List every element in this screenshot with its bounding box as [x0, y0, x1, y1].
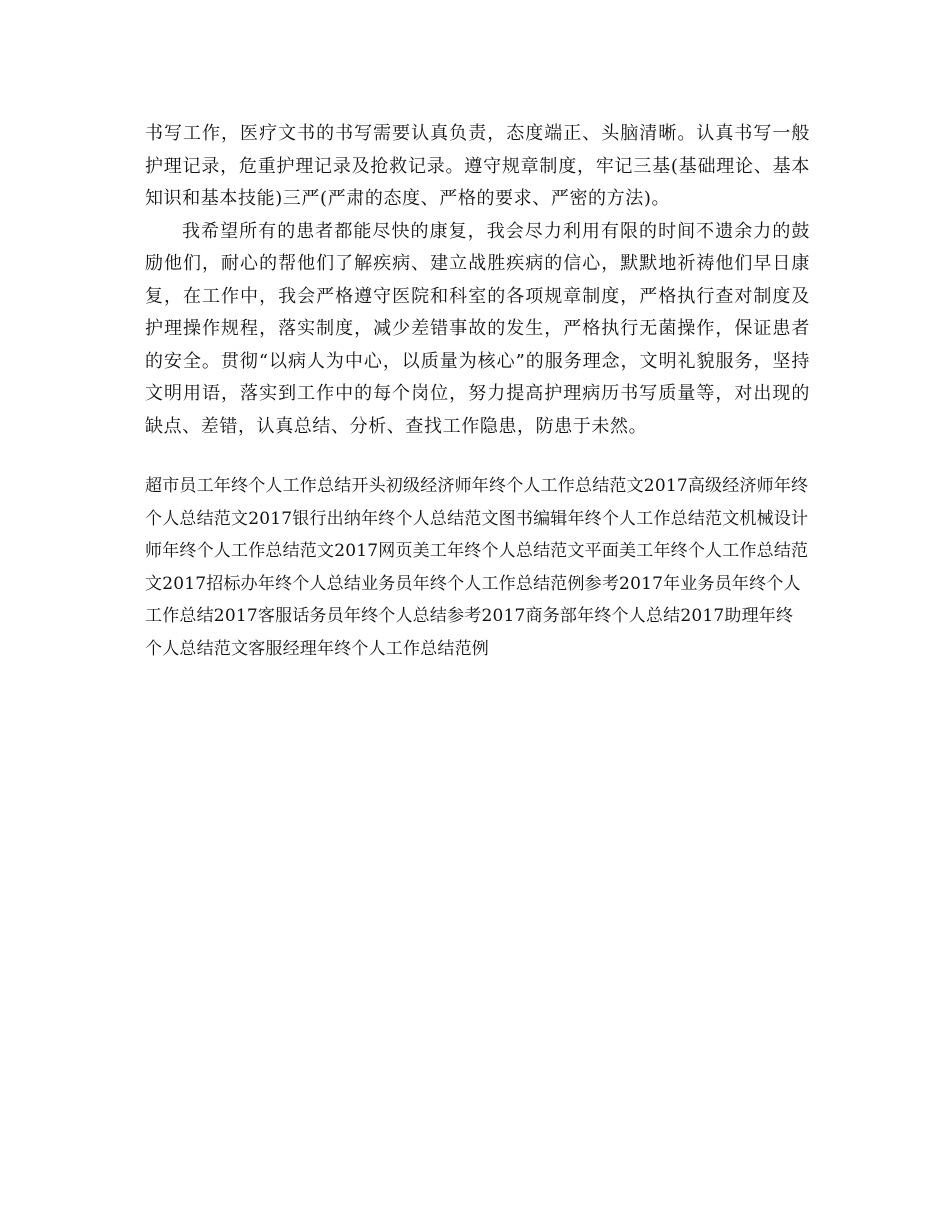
- paragraph-patient-care: 我希望所有的患者都能尽快的康复，我会尽力利用有限的时间不遗余力的鼓励他们，耐心的帮他们了解疾病、建立战胜疾病的信心，默默地祈祷他们早日康复，在工作中，我会严格遵守医院和科室的各项规章制度，严格执行查对制度及护理操作规程，落实制度，减少差错事故的发生，严格执行无菌操作，保证患者的安全。贯彻“以病人为中心，以质量为核心”的服务理念，文明礼貌服务，坚持文明用语，落实到工作中的每个岗位，努力提高护理病历书写质量等，对出现的缺点、差错，认真总结、分析、查找工作隐患，防患于未然。: [145, 220, 810, 437]
- paragraph-records: 书写工作，医疗文书的书写需要认真负责，态度端正、头脑清晰。认真书写一般护理记录，危重护理记录及抢救记录。遵守规章制度，牢记三基(基础理论、基本知识和基本技能)三严(严肃的态度、严格的要求、严密的方法)。: [145, 123, 810, 209]
- related-articles-text: 超市员工年终个人工作总结开头初级经济师年终个人工作总结范文2017高级经济师年终个人总结范文2017银行出纳年终个人总结范文图书编辑年终个人工作总结范文机械设计师年终个人工作总结范文2017网页美工年终个人总结范文平面美工年终个人工作总结范文2017招标办年终个人总结业务员年终个人工作总结范例参考2017年业务员年终个人工作总结2017客服话务员年终个人总结参考2017商务部年终个人总结2017助理年终个人总结范文客服经理年终个人工作总结范例: [145, 476, 809, 659]
- related-articles: [145, 470, 810, 665]
- document-body: [145, 118, 810, 443]
